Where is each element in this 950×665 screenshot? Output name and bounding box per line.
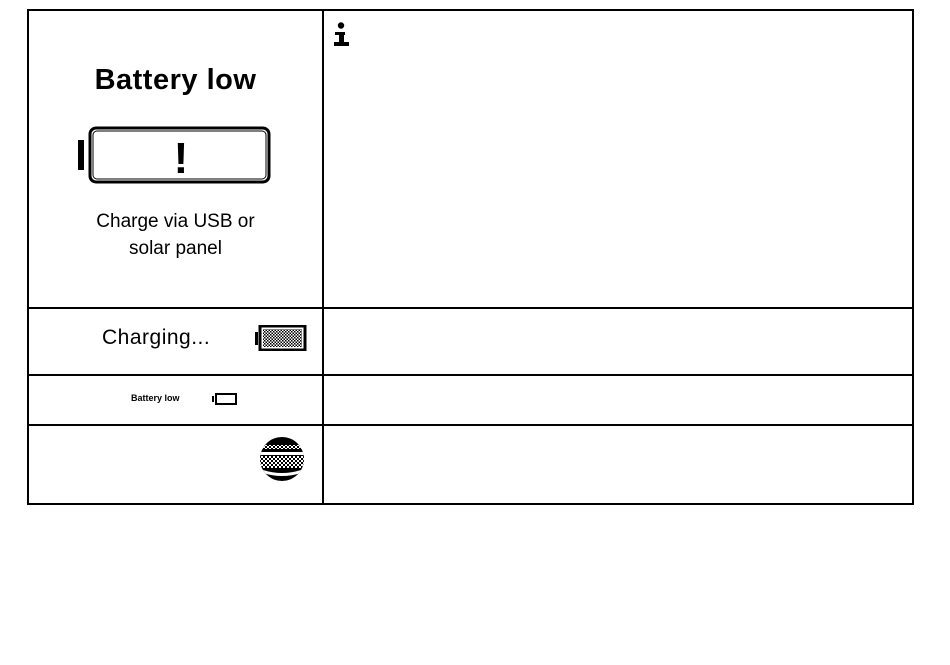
row-divider-1 xyxy=(27,307,914,309)
charge-instruction xyxy=(29,208,322,262)
globe-icon xyxy=(259,436,305,482)
info-icon xyxy=(333,22,349,48)
charge-instruction-line1: Charge via USB or xyxy=(96,211,255,232)
row-divider-2 xyxy=(27,374,914,376)
battery-charging-icon xyxy=(255,325,307,351)
charging-status-text: Charging... xyxy=(102,326,211,349)
battery-low-icon xyxy=(212,393,238,405)
battery-warning-symbol: ! xyxy=(173,134,189,183)
battery-empty-icon xyxy=(78,126,272,186)
battery-low-small-text: Battery low xyxy=(131,393,180,403)
battery-low-title: Battery low xyxy=(94,64,257,96)
row-divider-3 xyxy=(27,424,914,426)
column-divider xyxy=(322,9,324,505)
charge-instruction-line2: solar panel xyxy=(129,238,222,259)
